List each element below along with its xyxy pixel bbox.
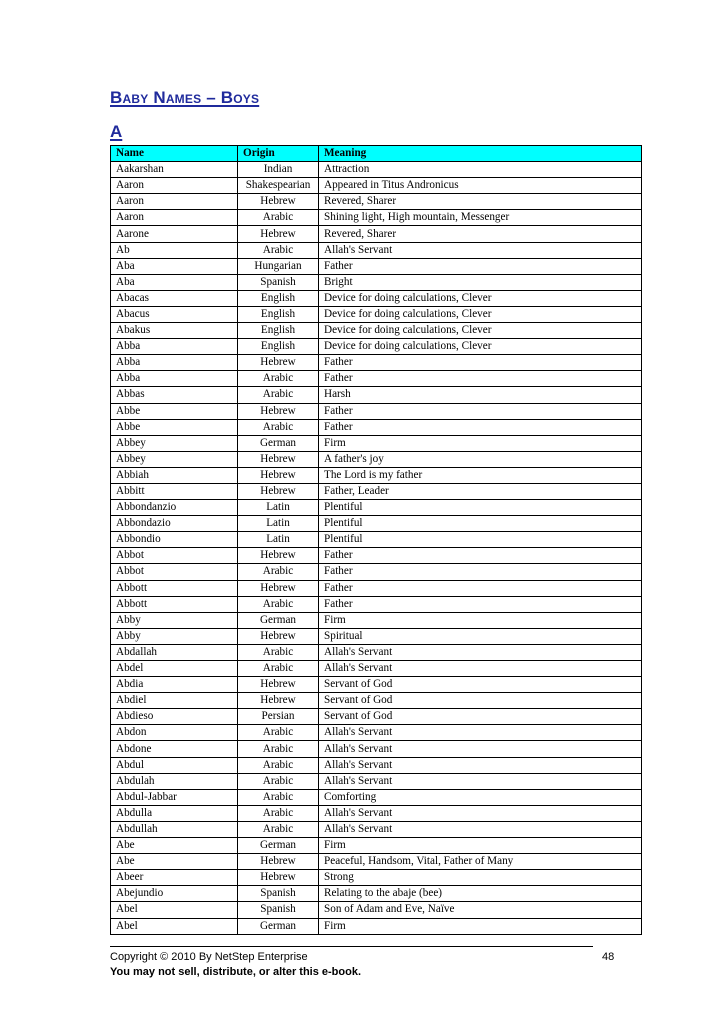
origin-cell: Arabic xyxy=(238,789,319,805)
table-row xyxy=(111,725,642,741)
origin-cell: Arabic xyxy=(238,644,319,660)
name-cell: Aba xyxy=(111,258,238,274)
meaning-cell: Firm xyxy=(319,838,642,854)
meaning-cell: Shining light, High mountain, Messenger xyxy=(319,210,642,226)
meaning-cell: Revered, Sharer xyxy=(319,226,642,242)
name-cell: Abbey xyxy=(111,435,238,451)
table-row xyxy=(111,162,642,178)
table-row xyxy=(111,371,642,387)
table-row xyxy=(111,902,642,918)
origin-cell: Persian xyxy=(238,709,319,725)
origin-cell: Arabic xyxy=(238,741,319,757)
origin-cell: Arabic xyxy=(238,725,319,741)
origin-cell: Shakespearian xyxy=(238,178,319,194)
meaning-cell: Father xyxy=(319,580,642,596)
origin-cell: Arabic xyxy=(238,210,319,226)
table-row xyxy=(111,854,642,870)
table-row xyxy=(111,532,642,548)
name-cell: Abbas xyxy=(111,387,238,403)
name-cell: Abbe xyxy=(111,403,238,419)
meaning-cell: Son of Adam and Eve, Naïve xyxy=(319,902,642,918)
meaning-cell: Allah's Servant xyxy=(319,741,642,757)
name-cell: Abba xyxy=(111,371,238,387)
origin-cell: German xyxy=(238,435,319,451)
meaning-cell: Strong xyxy=(319,870,642,886)
column-header-origin: Origin xyxy=(238,146,319,162)
table-row xyxy=(111,821,642,837)
table-row xyxy=(111,483,642,499)
table-row xyxy=(111,870,642,886)
origin-cell: Hebrew xyxy=(238,194,319,210)
meaning-cell: Firm xyxy=(319,435,642,451)
name-cell: Abel xyxy=(111,902,238,918)
table-header-row xyxy=(111,146,642,162)
table-row xyxy=(111,242,642,258)
table-row xyxy=(111,628,642,644)
meaning-cell: Plentiful xyxy=(319,532,642,548)
meaning-cell: Device for doing calculations, Clever xyxy=(319,339,642,355)
origin-cell: Hebrew xyxy=(238,628,319,644)
table-row xyxy=(111,258,642,274)
meaning-cell: Bright xyxy=(319,274,642,290)
origin-cell: Hungarian xyxy=(238,258,319,274)
origin-cell: Arabic xyxy=(238,757,319,773)
name-cell: Abdulla xyxy=(111,805,238,821)
name-cell: Aaron xyxy=(111,210,238,226)
meaning-cell: Plentiful xyxy=(319,500,642,516)
origin-cell: Hebrew xyxy=(238,693,319,709)
origin-cell: German xyxy=(238,918,319,934)
meaning-cell: Father xyxy=(319,419,642,435)
meaning-cell: Spiritual xyxy=(319,628,642,644)
table-row xyxy=(111,194,642,210)
meaning-cell: Device for doing calculations, Clever xyxy=(319,306,642,322)
meaning-cell: Allah's Servant xyxy=(319,725,642,741)
column-header-meaning: Meaning xyxy=(319,146,642,162)
meaning-cell: Servant of God xyxy=(319,677,642,693)
table-row xyxy=(111,323,642,339)
section-letter-heading: A xyxy=(110,122,123,141)
column-header-name: Name xyxy=(111,146,238,162)
baby-names-table xyxy=(110,145,642,935)
name-cell: Abbott xyxy=(111,596,238,612)
origin-cell: Hebrew xyxy=(238,355,319,371)
meaning-cell: Appeared in Titus Andronicus xyxy=(319,178,642,194)
name-cell: Abacus xyxy=(111,306,238,322)
table-row xyxy=(111,709,642,725)
table-row xyxy=(111,419,642,435)
origin-cell: Hebrew xyxy=(238,226,319,242)
name-cell: Abacas xyxy=(111,290,238,306)
table-row xyxy=(111,387,642,403)
table-row xyxy=(111,693,642,709)
meaning-cell: Firm xyxy=(319,918,642,934)
footer-notice: You may not sell, distribute, or alter this e-book. xyxy=(110,966,362,978)
table-row xyxy=(111,661,642,677)
name-cell: Abe xyxy=(111,854,238,870)
name-cell: Ab xyxy=(111,242,238,258)
origin-cell: Latin xyxy=(238,500,319,516)
name-cell: Abbondazio xyxy=(111,516,238,532)
table-row xyxy=(111,467,642,483)
table-row xyxy=(111,805,642,821)
table-row xyxy=(111,886,642,902)
meaning-cell: Device for doing calculations, Clever xyxy=(319,323,642,339)
origin-cell: English xyxy=(238,323,319,339)
table-row xyxy=(111,757,642,773)
meaning-cell: Allah's Servant xyxy=(319,661,642,677)
footer-divider xyxy=(110,946,593,947)
meaning-cell: Father xyxy=(319,548,642,564)
meaning-cell: Allah's Servant xyxy=(319,242,642,258)
name-cell: Abdieso xyxy=(111,709,238,725)
meaning-cell: Harsh xyxy=(319,387,642,403)
name-cell: Abdulah xyxy=(111,773,238,789)
table-row xyxy=(111,612,642,628)
name-cell: Abakus xyxy=(111,323,238,339)
name-cell: Abba xyxy=(111,355,238,371)
table-row xyxy=(111,773,642,789)
origin-cell: Spanish xyxy=(238,886,319,902)
origin-cell: Arabic xyxy=(238,805,319,821)
name-cell: Abbot xyxy=(111,564,238,580)
name-cell: Abdone xyxy=(111,741,238,757)
origin-cell: Arabic xyxy=(238,242,319,258)
name-cell: Abe xyxy=(111,838,238,854)
name-cell: Abbey xyxy=(111,451,238,467)
table-row xyxy=(111,339,642,355)
name-cell: Abbondio xyxy=(111,532,238,548)
table-row xyxy=(111,789,642,805)
name-cell: Abejundio xyxy=(111,886,238,902)
meaning-cell: Allah's Servant xyxy=(319,805,642,821)
table-row xyxy=(111,226,642,242)
origin-cell: Arabic xyxy=(238,661,319,677)
origin-cell: Hebrew xyxy=(238,548,319,564)
table-row xyxy=(111,274,642,290)
meaning-cell: Allah's Servant xyxy=(319,821,642,837)
meaning-cell: Father xyxy=(319,596,642,612)
meaning-cell: Father xyxy=(319,403,642,419)
origin-cell: German xyxy=(238,612,319,628)
table-row xyxy=(111,435,642,451)
meaning-cell: A father's joy xyxy=(319,451,642,467)
meaning-cell: Device for doing calculations, Clever xyxy=(319,290,642,306)
name-cell: Aba xyxy=(111,274,238,290)
origin-cell: Arabic xyxy=(238,773,319,789)
name-cell: Aaron xyxy=(111,178,238,194)
table-row xyxy=(111,178,642,194)
name-cell: Aarone xyxy=(111,226,238,242)
meaning-cell: Firm xyxy=(319,612,642,628)
name-cell: Abeer xyxy=(111,870,238,886)
meaning-cell: Father xyxy=(319,355,642,371)
origin-cell: Hebrew xyxy=(238,483,319,499)
meaning-cell: Servant of God xyxy=(319,693,642,709)
meaning-cell: Plentiful xyxy=(319,516,642,532)
origin-cell: English xyxy=(238,306,319,322)
table-row xyxy=(111,580,642,596)
table-row xyxy=(111,548,642,564)
name-cell: Abbot xyxy=(111,548,238,564)
meaning-cell: Allah's Servant xyxy=(319,773,642,789)
table-row xyxy=(111,564,642,580)
origin-cell: English xyxy=(238,339,319,355)
table-row xyxy=(111,644,642,660)
origin-cell: German xyxy=(238,838,319,854)
table-row xyxy=(111,500,642,516)
origin-cell: Hebrew xyxy=(238,451,319,467)
origin-cell: Hebrew xyxy=(238,403,319,419)
origin-cell: Spanish xyxy=(238,274,319,290)
origin-cell: Arabic xyxy=(238,419,319,435)
origin-cell: Indian xyxy=(238,162,319,178)
table-row xyxy=(111,516,642,532)
page-number: 48 xyxy=(602,951,615,963)
table-row xyxy=(111,918,642,934)
meaning-cell: Servant of God xyxy=(319,709,642,725)
name-cell: Abba xyxy=(111,339,238,355)
table-row xyxy=(111,403,642,419)
name-cell: Abdul-Jabbar xyxy=(111,789,238,805)
table-row xyxy=(111,290,642,306)
origin-cell: Latin xyxy=(238,516,319,532)
table-row xyxy=(111,838,642,854)
name-cell: Abdel xyxy=(111,661,238,677)
name-cell: Abdallah xyxy=(111,644,238,660)
meaning-cell: Revered, Sharer xyxy=(319,194,642,210)
origin-cell: Hebrew xyxy=(238,467,319,483)
name-cell: Abdul xyxy=(111,757,238,773)
origin-cell: Arabic xyxy=(238,596,319,612)
name-cell: Abdon xyxy=(111,725,238,741)
footer-copyright: Copyright © 2010 By NetStep Enterprise xyxy=(110,951,308,963)
origin-cell: Hebrew xyxy=(238,580,319,596)
origin-cell: English xyxy=(238,290,319,306)
table-row xyxy=(111,306,642,322)
origin-cell: Hebrew xyxy=(238,677,319,693)
meaning-cell: Relating to the abaje (bee) xyxy=(319,886,642,902)
origin-cell: Hebrew xyxy=(238,854,319,870)
name-cell: Aakarshan xyxy=(111,162,238,178)
name-cell: Abby xyxy=(111,612,238,628)
name-cell: Abbondanzio xyxy=(111,500,238,516)
meaning-cell: The Lord is my father xyxy=(319,467,642,483)
origin-cell: Hebrew xyxy=(238,870,319,886)
origin-cell: Arabic xyxy=(238,564,319,580)
meaning-cell: Peaceful, Handsom, Vital, Father of Many xyxy=(319,854,642,870)
name-cell: Aaron xyxy=(111,194,238,210)
name-cell: Abby xyxy=(111,628,238,644)
meaning-cell: Father, Leader xyxy=(319,483,642,499)
origin-cell: Arabic xyxy=(238,387,319,403)
name-cell: Abdullah xyxy=(111,821,238,837)
table-row xyxy=(111,210,642,226)
table-row xyxy=(111,741,642,757)
name-cell: Abdiel xyxy=(111,693,238,709)
table-row xyxy=(111,677,642,693)
table-row xyxy=(111,451,642,467)
name-cell: Abbott xyxy=(111,580,238,596)
meaning-cell: Comforting xyxy=(319,789,642,805)
origin-cell: Arabic xyxy=(238,371,319,387)
name-cell: Abel xyxy=(111,918,238,934)
meaning-cell: Attraction xyxy=(319,162,642,178)
meaning-cell: Allah's Servant xyxy=(319,757,642,773)
name-cell: Abdia xyxy=(111,677,238,693)
meaning-cell: Father xyxy=(319,258,642,274)
name-cell: Abbitt xyxy=(111,483,238,499)
meaning-cell: Father xyxy=(319,564,642,580)
table-row xyxy=(111,596,642,612)
meaning-cell: Allah's Servant xyxy=(319,644,642,660)
name-cell: Abbe xyxy=(111,419,238,435)
origin-cell: Spanish xyxy=(238,902,319,918)
origin-cell: Latin xyxy=(238,532,319,548)
meaning-cell: Father xyxy=(319,371,642,387)
page-title: Baby Names – Boys xyxy=(110,88,260,107)
name-cell: Abbiah xyxy=(111,467,238,483)
origin-cell: Arabic xyxy=(238,821,319,837)
table-row xyxy=(111,355,642,371)
